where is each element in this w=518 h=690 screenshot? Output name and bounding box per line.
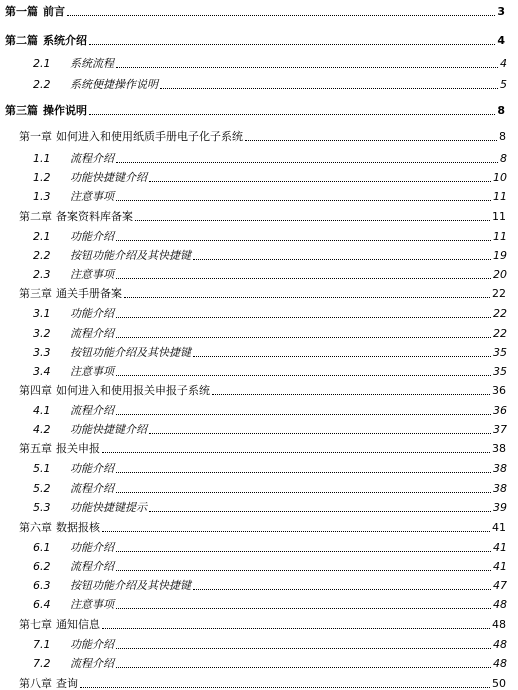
toc-entry-title: 通知信息 xyxy=(56,618,100,631)
toc-entry-number: 7.1 xyxy=(33,638,51,651)
toc-entry-number: 1.2 xyxy=(33,171,51,184)
dot-leader xyxy=(89,113,495,115)
toc-section-entry[interactable] xyxy=(33,306,507,321)
toc-entry-page-number: 3 xyxy=(497,5,505,18)
toc-entry-title: 系统便捷操作说明 xyxy=(70,78,158,91)
toc-entry-page-number: 19 xyxy=(493,249,507,262)
toc-section-entry[interactable] xyxy=(33,481,507,496)
dot-leader xyxy=(193,588,491,590)
toc-entry-number: 4.1 xyxy=(33,404,51,417)
toc-entry-page-number: 48 xyxy=(492,618,506,631)
toc-entry-number: 1.3 xyxy=(33,190,51,203)
dot-leader xyxy=(116,491,491,493)
toc-entry-title: 备案资料库备案 xyxy=(56,210,133,223)
toc-entry-page-number: 11 xyxy=(493,190,507,203)
toc-entry-number: 6.2 xyxy=(33,560,51,573)
toc-entry-title: 功能快捷键提示 xyxy=(70,501,147,514)
toc-entry-page-number: 36 xyxy=(493,404,507,417)
toc-entry-number: 6.1 xyxy=(33,541,51,554)
toc-entry-title: 功能介绍 xyxy=(70,541,114,554)
toc-section-entry[interactable] xyxy=(33,364,507,379)
toc-entry-page-number: 39 xyxy=(493,501,507,514)
dot-leader xyxy=(116,66,498,68)
toc-entry-title: 数据报核 xyxy=(56,521,100,534)
toc-entry-number: 2.2 xyxy=(33,249,51,262)
toc-entry-number: 2.3 xyxy=(33,268,51,281)
toc-entry-page-number: 11 xyxy=(493,230,507,243)
toc-chapter-entry[interactable] xyxy=(19,383,506,398)
toc-entry-number: 第一篇 xyxy=(5,5,38,18)
dot-leader xyxy=(149,180,491,182)
toc-entry-page-number: 47 xyxy=(493,579,507,592)
toc-entry-title: 如何进入和使用报关申报子系统 xyxy=(56,384,210,397)
toc-entry-page-number: 8 xyxy=(500,152,507,165)
toc-entry-number: 第二篇 xyxy=(5,34,38,47)
toc-section-entry[interactable] xyxy=(33,189,507,204)
toc-entry-number: 2.1 xyxy=(33,57,51,70)
toc-section-entry[interactable] xyxy=(33,656,507,671)
dot-leader xyxy=(67,14,495,16)
toc-entry-number: 5.3 xyxy=(33,501,51,514)
toc-entry-title: 前言 xyxy=(43,5,65,18)
toc-entry-number: 3.3 xyxy=(33,346,51,359)
dot-leader xyxy=(116,569,491,571)
toc-part-entry[interactable] xyxy=(5,4,505,19)
toc-entry-page-number: 48 xyxy=(493,598,507,611)
toc-section-entry[interactable] xyxy=(33,151,507,166)
toc-entry-title: 注意事项 xyxy=(70,365,114,378)
toc-entry-title: 流程介绍 xyxy=(70,482,114,495)
toc-entry-title: 按钮功能介绍及其快捷键 xyxy=(70,346,191,359)
toc-section-entry[interactable] xyxy=(33,559,507,574)
toc-entry-page-number: 35 xyxy=(493,346,507,359)
toc-entry-title: 注意事项 xyxy=(70,268,114,281)
toc-entry-title: 操作说明 xyxy=(43,104,87,117)
toc-entry-page-number: 48 xyxy=(493,638,507,651)
toc-entry-number: 3.1 xyxy=(33,307,51,320)
dot-leader xyxy=(116,666,491,668)
dot-leader xyxy=(102,627,490,629)
toc-section-entry[interactable] xyxy=(33,77,507,92)
dot-leader xyxy=(160,87,498,89)
toc-entry-page-number: 35 xyxy=(493,365,507,378)
toc-entry-title: 流程介绍 xyxy=(70,404,114,417)
toc-entry-page-number: 37 xyxy=(493,423,507,436)
toc-entry-page-number: 10 xyxy=(493,171,507,184)
toc-section-entry[interactable] xyxy=(33,56,507,71)
toc-entry-number: 第八章 xyxy=(19,677,52,690)
toc-section-entry[interactable] xyxy=(33,170,507,185)
toc-section-entry[interactable] xyxy=(33,248,507,263)
toc-part-entry[interactable] xyxy=(5,33,505,48)
dot-leader xyxy=(116,550,491,552)
toc-entry-title: 功能介绍 xyxy=(70,638,114,651)
toc-section-entry[interactable] xyxy=(33,326,507,341)
toc-entry-page-number: 22 xyxy=(493,307,507,320)
toc-entry-page-number: 8 xyxy=(499,130,506,143)
dot-leader xyxy=(245,139,497,141)
toc-entry-number: 7.2 xyxy=(33,657,51,670)
dot-leader xyxy=(102,530,490,532)
toc-entry-page-number: 8 xyxy=(497,104,505,117)
toc-entry-title: 功能快捷键介绍 xyxy=(70,423,147,436)
toc-section-entry[interactable] xyxy=(33,540,507,555)
toc-entry-title: 如何进入和使用纸质手册电子化子系统 xyxy=(56,130,243,143)
toc-entry-page-number: 22 xyxy=(492,287,506,300)
toc-entry-title: 按钮功能介绍及其快捷键 xyxy=(70,579,191,592)
toc-section-entry[interactable] xyxy=(33,345,507,360)
toc-part-entry[interactable] xyxy=(5,103,505,118)
dot-leader xyxy=(135,219,490,221)
toc-section-entry[interactable] xyxy=(33,637,507,652)
toc-entry-title: 通关手册备案 xyxy=(56,287,122,300)
toc-entry-number: 2.1 xyxy=(33,230,51,243)
toc-entry-title: 注意事项 xyxy=(70,598,114,611)
dot-leader xyxy=(124,296,490,298)
dot-leader xyxy=(212,393,490,395)
toc-chapter-entry[interactable] xyxy=(19,286,506,301)
toc-entry-number: 6.4 xyxy=(33,598,51,611)
toc-chapter-entry[interactable] xyxy=(19,209,506,224)
toc-chapter-entry[interactable] xyxy=(19,129,506,144)
dot-leader xyxy=(116,647,491,649)
toc-entry-number: 第三篇 xyxy=(5,104,38,117)
toc-chapter-entry[interactable] xyxy=(19,617,506,632)
toc-entry-number: 第一章 xyxy=(19,130,52,143)
toc-entry-number: 5.2 xyxy=(33,482,51,495)
dot-leader xyxy=(102,451,490,453)
dot-leader xyxy=(116,239,491,241)
toc-entry-page-number: 48 xyxy=(493,657,507,670)
toc-entry-number: 1.1 xyxy=(33,152,51,165)
toc-entry-number: 5.1 xyxy=(33,462,51,475)
toc-entry-number: 第五章 xyxy=(19,442,52,455)
toc-entry-title: 按钮功能介绍及其快捷键 xyxy=(70,249,191,262)
dot-leader xyxy=(116,607,491,609)
toc-entry-page-number: 50 xyxy=(492,677,506,690)
dot-leader xyxy=(116,277,491,279)
toc-entry-title: 流程介绍 xyxy=(70,152,114,165)
toc-entry-number: 4.2 xyxy=(33,423,51,436)
toc-entry-page-number: 38 xyxy=(493,482,507,495)
toc-chapter-entry[interactable] xyxy=(19,520,506,535)
toc-entry-page-number: 36 xyxy=(492,384,506,397)
dot-leader xyxy=(116,316,491,318)
dot-leader xyxy=(116,161,498,163)
toc-entry-page-number: 41 xyxy=(492,521,506,534)
toc-entry-number: 2.2 xyxy=(33,78,51,91)
dot-leader xyxy=(89,43,495,45)
dot-leader xyxy=(149,510,491,512)
toc-entry-page-number: 41 xyxy=(493,560,507,573)
dot-leader xyxy=(116,374,491,376)
toc-entry-number: 3.4 xyxy=(33,365,51,378)
toc-section-entry[interactable] xyxy=(33,403,507,418)
toc-section-entry[interactable] xyxy=(33,500,507,515)
toc-entry-title: 注意事项 xyxy=(70,190,114,203)
toc-entry-title: 功能介绍 xyxy=(70,462,114,475)
toc-entry-title: 系统介绍 xyxy=(43,34,87,47)
toc-entry-title: 流程介绍 xyxy=(70,327,114,340)
toc-entry-title: 流程介绍 xyxy=(70,560,114,573)
toc-entry-page-number: 4 xyxy=(497,34,505,47)
dot-leader xyxy=(193,355,491,357)
dot-leader xyxy=(116,471,491,473)
toc-entry-page-number: 11 xyxy=(492,210,506,223)
toc-entry-title: 流程介绍 xyxy=(70,657,114,670)
toc-entry-number: 第七章 xyxy=(19,618,52,631)
dot-leader xyxy=(116,413,491,415)
toc-section-entry[interactable] xyxy=(33,422,507,437)
toc-section-entry[interactable] xyxy=(33,597,507,612)
toc-entry-page-number: 22 xyxy=(493,327,507,340)
toc-entry-page-number: 4 xyxy=(500,57,507,70)
toc-entry-number: 第二章 xyxy=(19,210,52,223)
toc-entry-title: 功能介绍 xyxy=(70,230,114,243)
toc-entry-number: 3.2 xyxy=(33,327,51,340)
dot-leader xyxy=(149,432,491,434)
toc-entry-page-number: 41 xyxy=(493,541,507,554)
toc-section-entry[interactable] xyxy=(33,461,507,476)
toc-entry-number: 第四章 xyxy=(19,384,52,397)
toc-entry-page-number: 5 xyxy=(500,78,507,91)
toc-entry-page-number: 20 xyxy=(493,268,507,281)
toc-section-entry[interactable] xyxy=(33,267,507,282)
toc-chapter-entry[interactable] xyxy=(19,676,506,690)
toc-entry-page-number: 38 xyxy=(493,462,507,475)
toc-entry-number: 6.3 xyxy=(33,579,51,592)
toc-entry-number: 第六章 xyxy=(19,521,52,534)
toc-entry-number: 第三章 xyxy=(19,287,52,300)
dot-leader xyxy=(80,686,490,688)
toc-entry-title: 功能介绍 xyxy=(70,307,114,320)
toc-entry-title: 功能快捷键介绍 xyxy=(70,171,147,184)
dot-leader xyxy=(116,336,491,338)
toc-section-entry[interactable] xyxy=(33,229,507,244)
toc-section-entry[interactable] xyxy=(33,578,507,593)
toc-chapter-entry[interactable] xyxy=(19,441,506,456)
toc-entry-title: 查询 xyxy=(56,677,78,690)
dot-leader xyxy=(193,258,491,260)
toc-entry-page-number: 38 xyxy=(492,442,506,455)
toc-entry-title: 系统流程 xyxy=(70,57,114,70)
dot-leader xyxy=(116,199,491,201)
toc-entry-title: 报关申报 xyxy=(56,442,100,455)
